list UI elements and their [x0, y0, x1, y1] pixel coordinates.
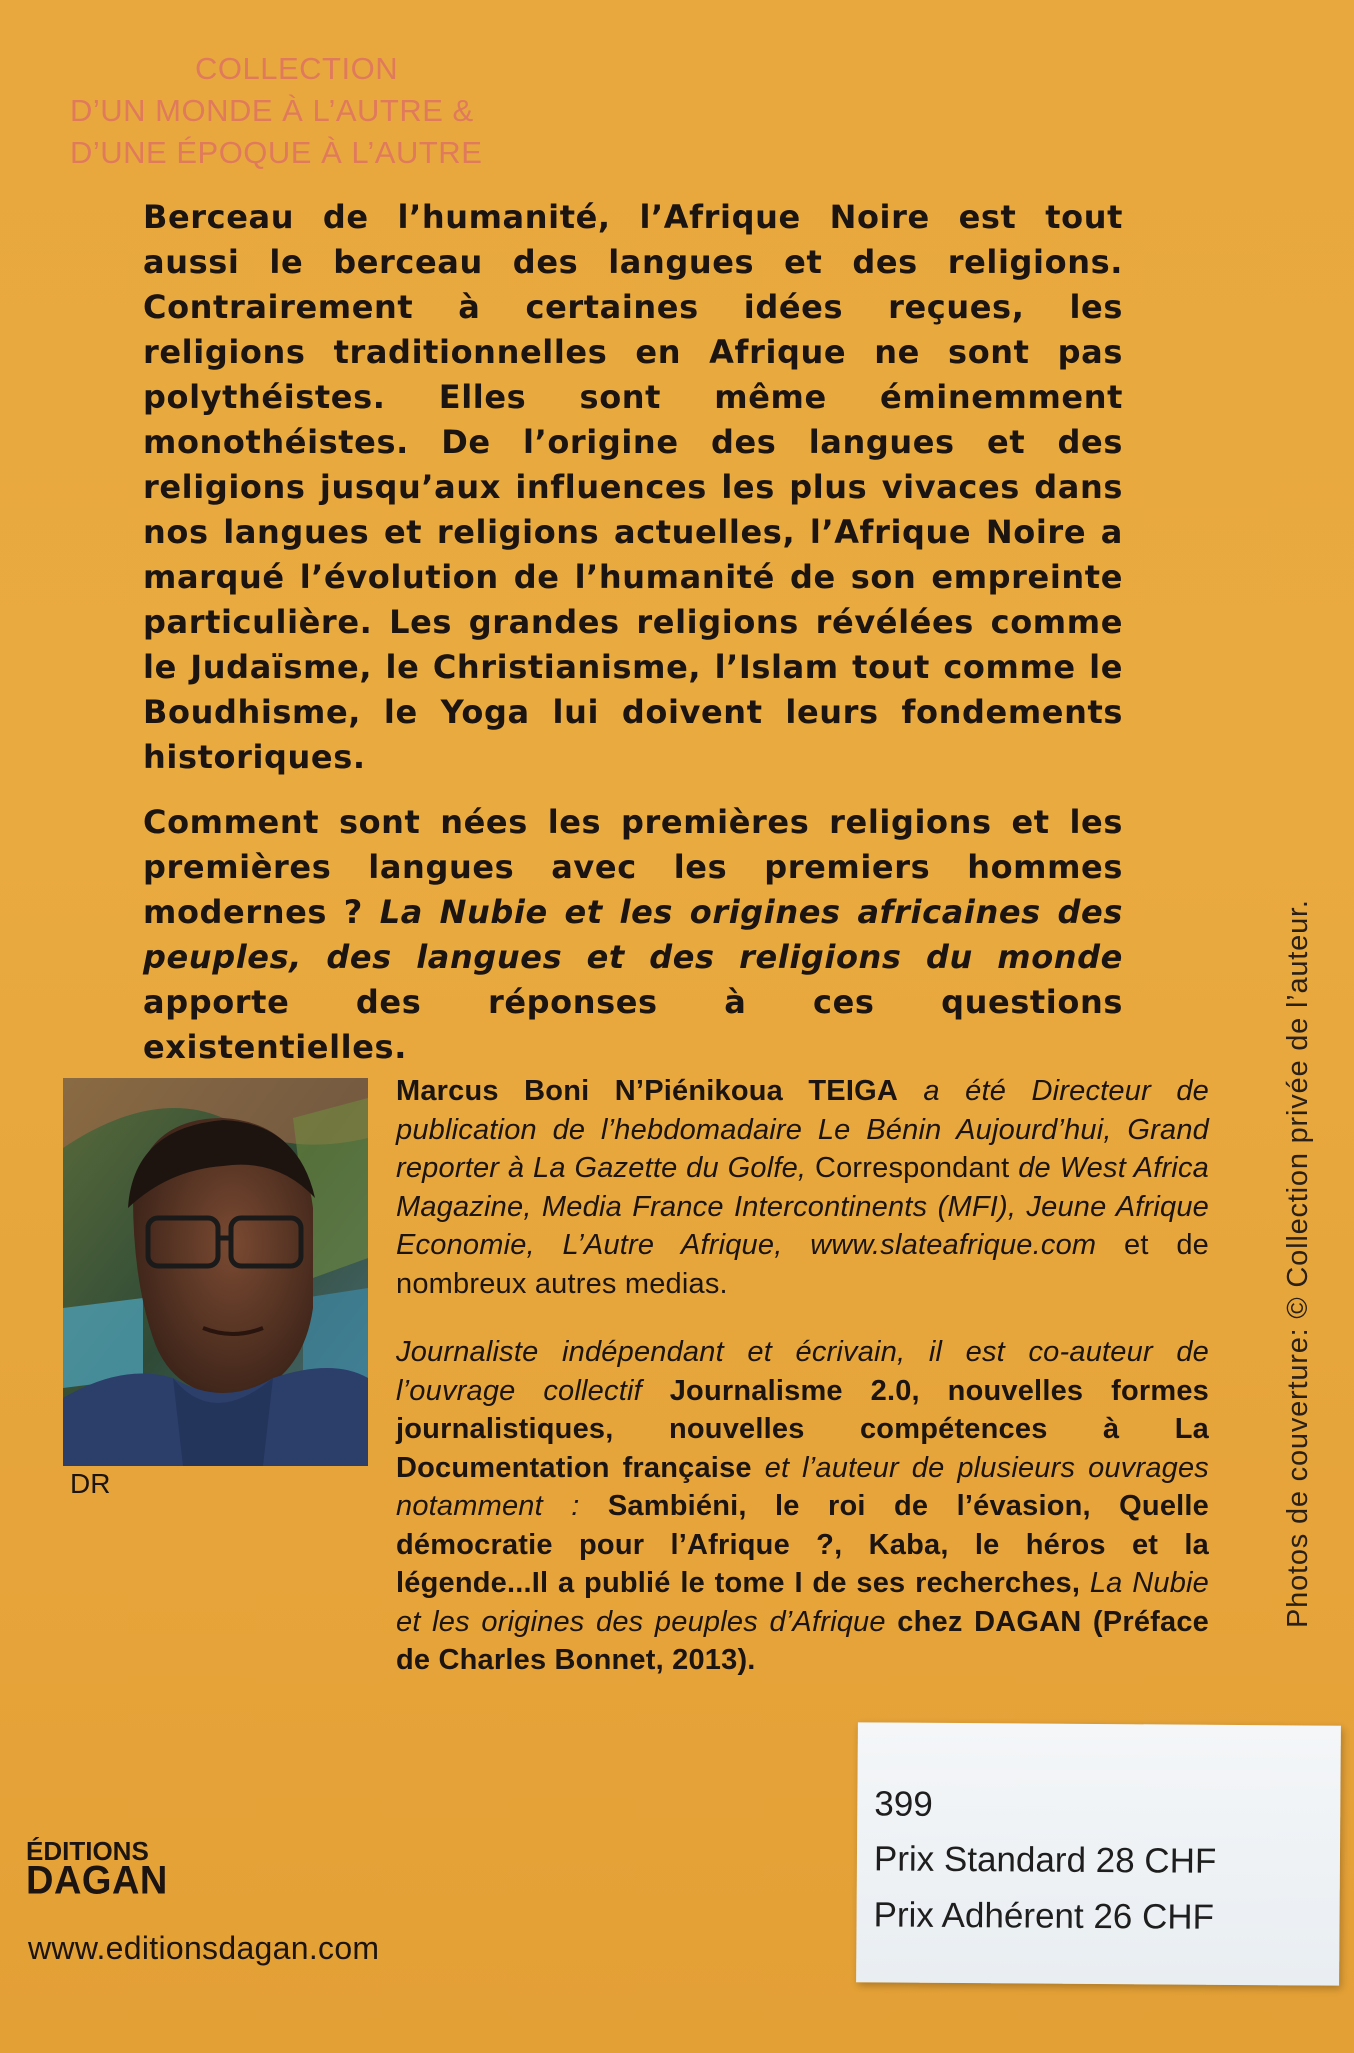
price-sticker	[856, 1722, 1341, 1985]
publisher-line-1: ÉDITIONS	[26, 1836, 149, 1866]
publisher-line-2: DAGAN	[26, 1858, 168, 1904]
price-code: 399	[874, 1784, 933, 1824]
blurb-paragraph-2	[143, 800, 1123, 1070]
blurb	[143, 195, 1123, 1090]
bio-paragraph-1	[396, 1072, 1209, 1303]
bio-text-10: chez DAGAN (Préface de Charles Bonnet, 2013).	[396, 1605, 1209, 1676]
publisher-website: www.editionsdagan.com	[28, 1930, 380, 1966]
bio-paragraph-2	[396, 1333, 1209, 1680]
blurb-paragraph-1: Berceau de l’humanité, l’Afrique Noire est tout aussi le berceau des langues et des religions. Contrairement à certaines idées reçues, les religions traditionnelles en Afrique ne sont pas polythéistes. Elles sont même éminemment monothéistes. De l’origine des langues et des religions jusqu’aux influences les plus vivaces dans nos langues et religions actuelles, l’Afrique Noire a marqué l’évolution de l’humanité de son empreinte particulière. Les grandes religions révélées comme le Judaïsme, le Christianisme, l’Islam tout comme le Boudhisme, le Yoga lui doivent leurs fondements historiques.	[143, 198, 1123, 776]
collection-line-2: D’UN MONDE À L’AUTRE &	[70, 93, 474, 128]
bio-text-9: La Nubie et les origines des peuples d’Afrique	[396, 1567, 1209, 1638]
bio-text-6: Journalisme 2.0, nouvelles formes journalistiques, nouvelles compétences à La Documentation française	[396, 1374, 1209, 1484]
bio-text-2: Correspondant	[806, 1152, 1019, 1184]
price-standard: Prix Standard 28 CHF	[873, 1839, 1217, 1881]
collection-title	[70, 48, 530, 174]
author-bio	[396, 1072, 1209, 1710]
blurb-p2-start: Comment sont nées les premières religions et les premières langues avec les premiers hommes modernes ?	[143, 803, 1123, 931]
blurb-p2-end: apporte des réponses à ces questions existentielles.	[143, 983, 1123, 1066]
price-member: Prix Adhérent 26 CHF	[873, 1895, 1215, 1937]
bio-text-5: Journaliste indépendant et écrivain, il est co-auteur de l’ouvrage collectif	[396, 1336, 1209, 1407]
bio-text-3: de West Africa Magazine, Media France Intercontinents (MFI), Jeune Afrique Economie, L’Autre Afrique, www.slateafrique.com	[396, 1152, 1209, 1261]
bio-text-1: a été Directeur de publication de l’hebdomadaire Le Bénin Aujourd’hui, Grand reporter à La Gazette du Golfe,	[396, 1075, 1210, 1184]
photo-caption: DR	[70, 1468, 111, 1499]
bio-text-8: Sambiéni, le roi de l’évasion, Quelle démocratie pour l’Afrique ?, Kaba, le héros et la légende...Il a publié le tome I de ses recherches,	[396, 1490, 1209, 1599]
bio-text-7: et l’auteur de plusieurs ouvrages notamment :	[396, 1451, 1210, 1522]
collection-line-1: COLLECTION	[195, 51, 399, 86]
bio-text-4: et de nombreux autres medias.	[396, 1229, 1209, 1300]
blurb-book-title: La Nubie et les origines africaines des peuples, des langues et des religions du monde	[143, 893, 1123, 976]
author-photo	[63, 1078, 368, 1466]
author-name: Marcus Boni N’Piénikoua TEIGA	[396, 1075, 899, 1107]
photo-credit: Photos de couverture: © Collection privée de l’auteur.	[1282, 899, 1314, 1628]
publisher-logo	[26, 1836, 168, 1904]
collection-line-3: D’UNE ÉPOQUE À L’AUTRE	[70, 135, 483, 170]
